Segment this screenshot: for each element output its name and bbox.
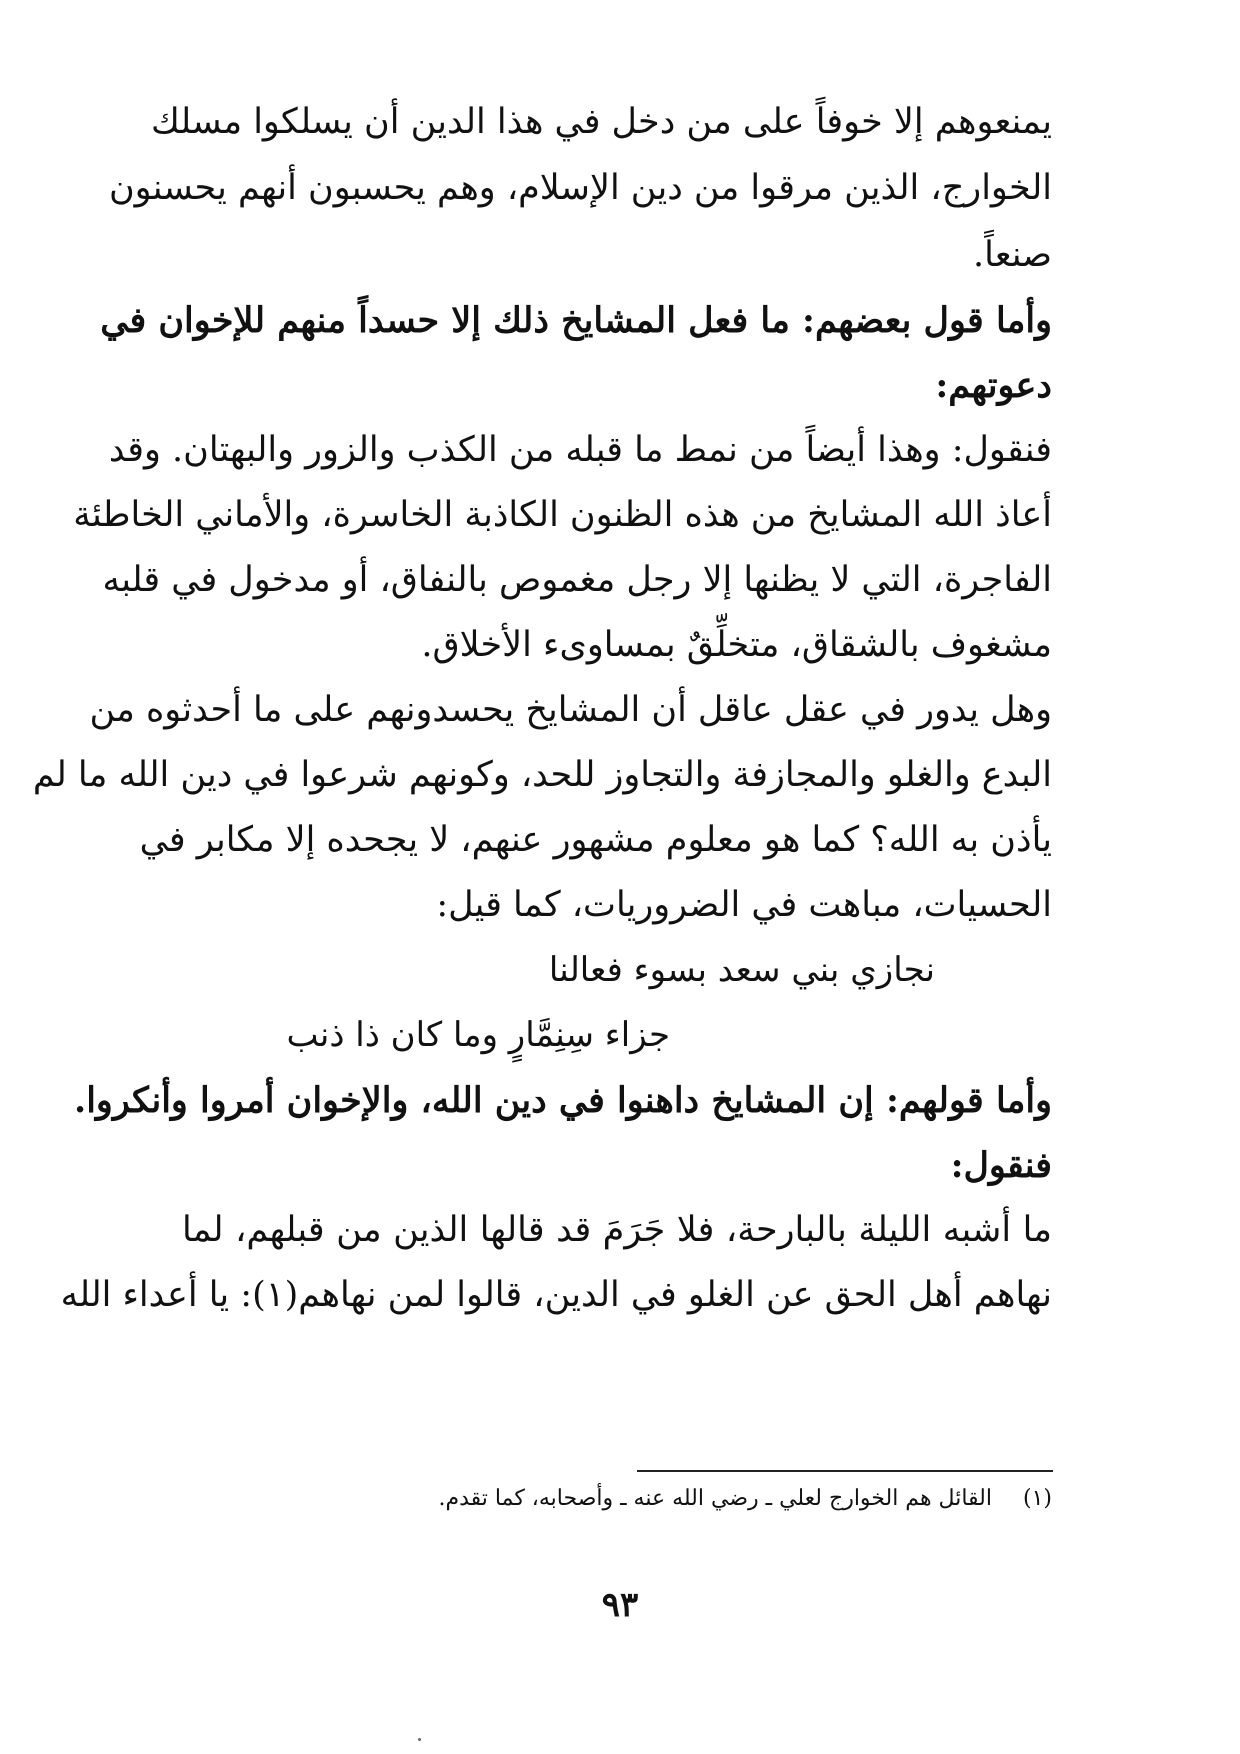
body-line: صنعاً. bbox=[973, 235, 1052, 275]
body-line: الخوارج، الذين مرقوا من دين الإسلام، وهم يحسبون أنهم يحسنون bbox=[108, 168, 1052, 208]
body-line: أعاذ الله المشايخ من هذه الظنون الكاذبة الخاسرة، والأماني الخاطئة bbox=[73, 495, 1052, 535]
footnote-text: القائل هم الخوارج لعلي ـ رضي الله عنه ـ وأصحابه، كما تقدم. bbox=[438, 1486, 992, 1511]
footnote-number: (١) bbox=[1022, 1486, 1052, 1511]
poetry-verse: نجازي بني سعد بسوء فعالنا bbox=[548, 950, 935, 990]
bold-paragraph-line: دعوتهم: bbox=[935, 365, 1052, 406]
body-line: البدع والغلو والمجازفة والتجاوز للحد، وكونهم شرعوا في دين الله ما لم bbox=[32, 755, 1052, 795]
bold-paragraph-line: وأما قول بعضهم: ما فعل المشايخ ذلك إلا حسداً منهم للإخوان في bbox=[100, 300, 1052, 341]
page-number: ٩٣ bbox=[601, 1585, 639, 1625]
footnote-separator bbox=[637, 1470, 1053, 1472]
body-line: يأذن به الله؟ كما هو معلوم مشهور عنهم، لا يجحده إلا مكابر في bbox=[139, 820, 1052, 860]
footnote bbox=[438, 1486, 1052, 1511]
body-line: فنقول: وهذا أيضاً من نمط ما قبله من الكذب والزور والبهتان. وقد bbox=[108, 430, 1052, 470]
body-line: يمنعوهم إلا خوفاً على من دخل في هذا الدين أن يسلكوا مسلك bbox=[151, 102, 1052, 142]
body-line: الحسيات، مباهت في الضروريات، كما قيل: bbox=[436, 885, 1052, 925]
body-line: ما أشبه الليلة بالبارحة، فلا جَرَمَ قد قالها الذين من قبلهم، لما bbox=[182, 1210, 1052, 1250]
body-line: نهاهم أهل الحق عن الغلو في الدين، قالوا لمن نهاهم(١): يا أعداء الله bbox=[60, 1275, 1052, 1315]
body-line: وهل يدور في عقل عاقل أن المشايخ يحسدونهم على ما أحدثوه من bbox=[89, 690, 1052, 730]
bold-paragraph-line: وأما قولهم: إن المشايخ داهنوا في دين الله، والإخوان أمروا وأنكروا. bbox=[74, 1080, 1052, 1121]
scan-speck bbox=[418, 1738, 421, 1741]
bold-paragraph-line: فنقول: bbox=[950, 1145, 1052, 1186]
body-line: مشغوف بالشقاق، متخلِّقٌ بمساوىء الأخلاق. bbox=[421, 625, 1052, 665]
body-line: الفاجرة، التي لا يظنها إلا رجل مغموص بالنفاق، أو مدخول في قلبه bbox=[102, 560, 1052, 600]
poetry-verse: جزاء سِنِمَّارٍ وما كان ذا ذنب bbox=[286, 1015, 670, 1055]
